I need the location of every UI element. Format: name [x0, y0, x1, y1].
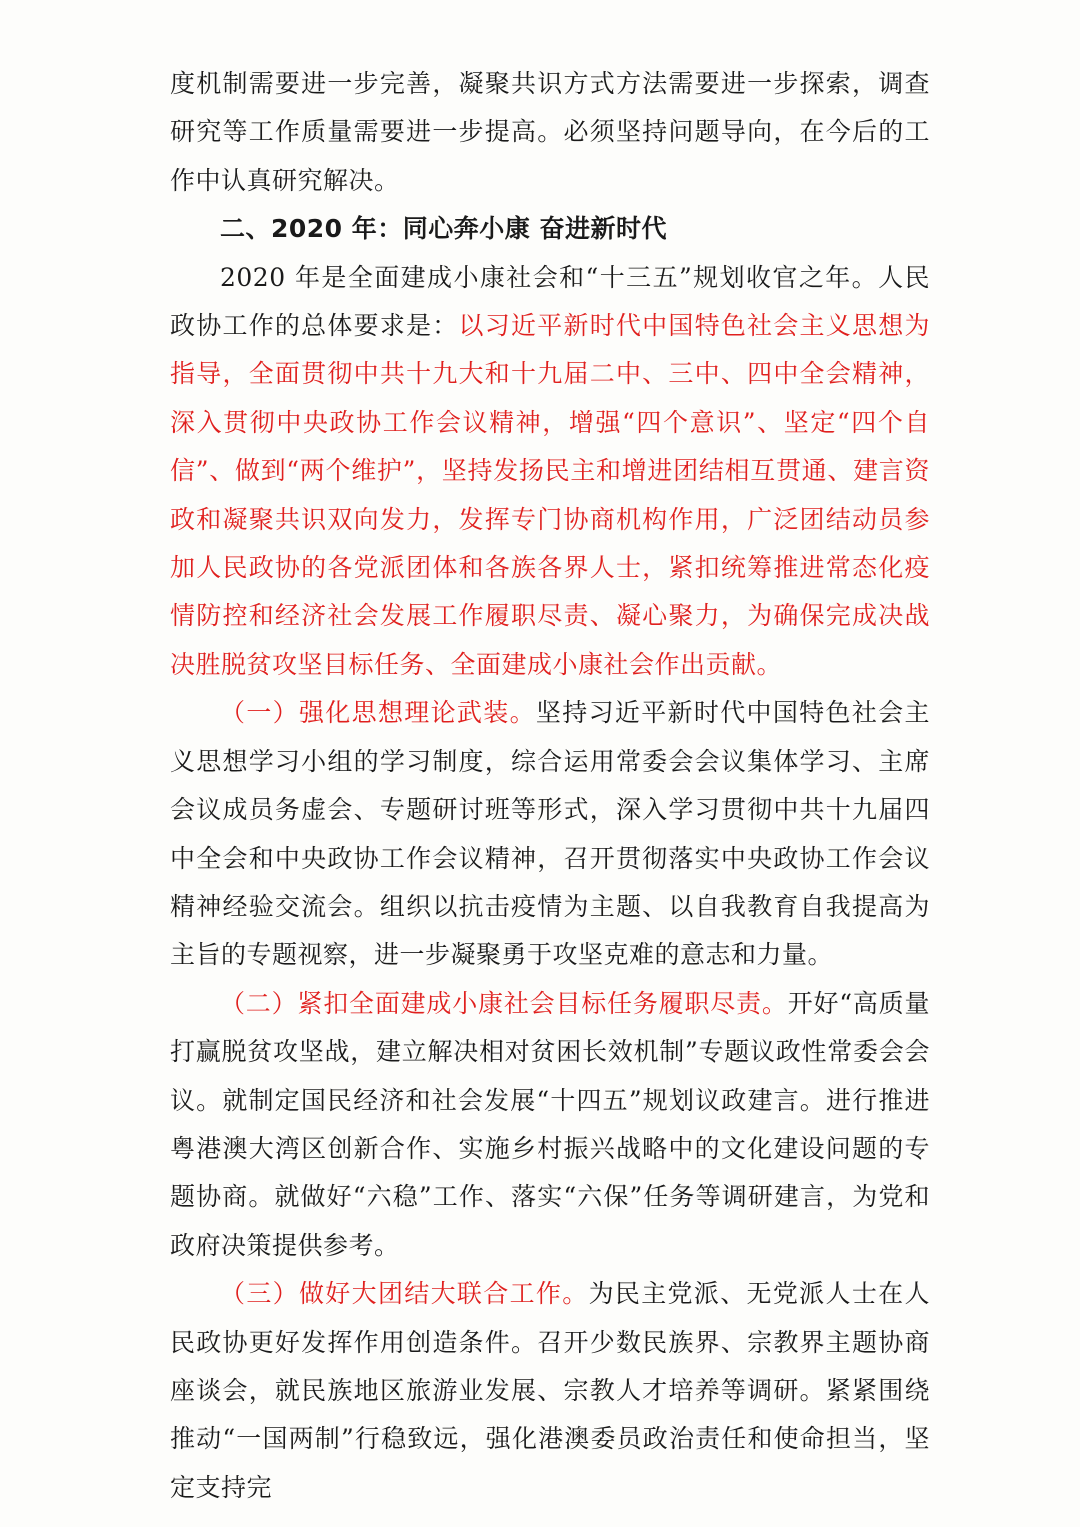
subsection-2-paragraph	[170, 980, 930, 1270]
overall-requirements-intro: 2020 年是全面建成小康社会和“十三五”规划收官之年。人民政协工作的总体要求是：	[170, 262, 930, 341]
continuation-paragraph	[170, 60, 930, 205]
overall-requirements-paragraph	[170, 254, 930, 690]
document-body	[170, 60, 930, 1512]
subsection-2-title: （二）紧扣全面建成小康社会目标任务履职尽责。	[220, 988, 788, 1018]
subsection-3-paragraph	[170, 1270, 930, 1512]
continuation-text: 度机制需要进一步完善，凝聚共识方式方法需要进一步探索，调查研究等工作质量需要进一步提高。必须坚持问题导向，在今后的工作中认真研究解决。	[170, 69, 930, 195]
section-heading	[170, 205, 930, 253]
subsection-1-body: 坚持习近平新时代中国特色社会主义思想学习小组的学习制度，综合运用常委会会议集体学习、主席会议成员务虚会、专题研讨班等形式，深入学习贯彻中共十九届四中全会和中央政协工作会议精神，召开贯彻落实中央政协工作会议精神经验交流会。组织以抗击疫情为主题、以自我教育自我提高为主旨的专题视察，进一步凝聚勇于攻坚克难的意志和力量。	[170, 698, 930, 970]
subsection-3-body: 为民主党派、无党派人士在人民政协更好发挥作用创造条件。召开少数民族界、宗教界主题协商座谈会，就民族地区旅游业发展、宗教人才培养等调研。紧紧围绕推动“一国两制”行稳致远，强化港澳委员政治责任和使命担当，坚定支持完	[170, 1279, 930, 1502]
section-heading-text: 二、2020 年：同心奔小康 奋进新时代	[220, 214, 667, 244]
overall-requirements-highlight: 以习近平新时代中国特色社会主义思想为指导，全面贯彻中共十九大和十九届二中、三中、四中全会精神，深入贯彻中央政协工作会议精神，增强“四个意识”、坚定“四个自信”、做到“两个维护”，坚持发扬民主和增进团结相互贯通、建言资政和凝聚共识双向发力，发挥专门协商机构作用，广泛团结动员参加人民政协的各党派团体和各族各界人士，紧扣统筹推进常态化疫情防控和经济社会发展工作履职尽责、凝心聚力，为确保完成决战决胜脱贫攻坚目标任务、全面建成小康社会作出贡献。	[170, 311, 930, 679]
subsection-2-body: 开好“高质量打赢脱贫攻坚战，建立解决相对贫困长效机制”专题议政性常委会会议。就制定国民经济和社会发展“十四五”规划议政建言。进行推进粤港澳大湾区创新合作、实施乡村振兴战略中的文化建设问题的专题协商。就做好“六稳”工作、落实“六保”任务等调研建言，为党和政府决策提供参考。	[170, 988, 930, 1260]
subsection-3-title: （三）做好大团结大联合工作。	[220, 1279, 589, 1309]
subsection-1-title: （一）强化思想理论武装。	[220, 698, 536, 728]
subsection-1-paragraph	[170, 689, 930, 979]
